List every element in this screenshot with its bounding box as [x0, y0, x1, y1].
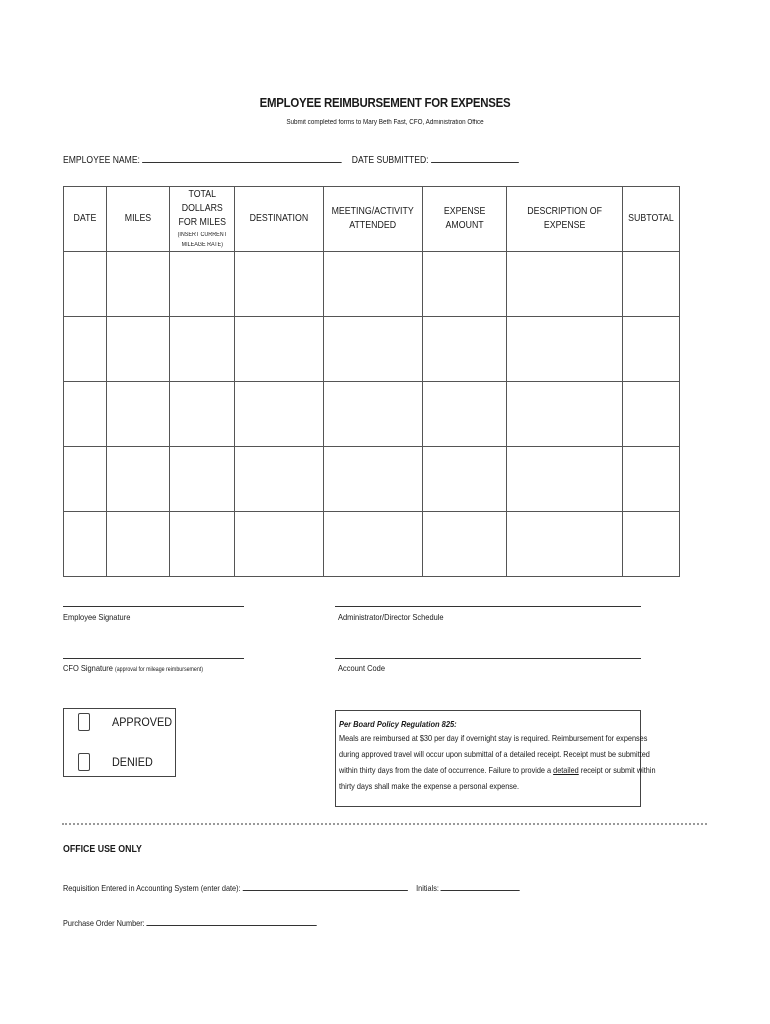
table-cell[interactable]	[506, 512, 622, 577]
table-cell[interactable]	[106, 317, 169, 382]
table-header-row	[64, 187, 680, 252]
denied-checkbox[interactable]	[78, 753, 90, 771]
table-cell[interactable]	[169, 317, 235, 382]
approved-label: APPROVED	[112, 715, 173, 729]
col-header-description: DESCRIPTION OF EXPENSE	[506, 187, 622, 252]
initials-field[interactable]	[441, 883, 520, 891]
table-cell[interactable]	[422, 512, 506, 577]
table-cell[interactable]	[235, 252, 324, 317]
col-header-total-dollars: TOTAL DOLLARS FOR MILES (INSERT CURRENT MILEAGE RATE)	[169, 187, 235, 252]
policy-line: Meals are reimbursed at $30 per day if overnight stay is required. Reimbursement for expenses	[339, 733, 648, 743]
form-subtitle: Submit completed forms to Mary Beth Fast, CFO, Administration Office	[286, 119, 484, 126]
table-cell[interactable]	[506, 447, 622, 512]
table-cell[interactable]	[64, 382, 107, 447]
table-cell[interactable]	[235, 447, 324, 512]
table-cell[interactable]	[324, 512, 422, 577]
expense-table	[63, 186, 680, 577]
requisition-label: Requisition Entered in Accounting System (enter date):	[63, 883, 241, 893]
table-row	[64, 252, 680, 317]
initials-label: Initials:	[416, 883, 439, 893]
col-header-date: DATE	[64, 187, 107, 252]
table-cell[interactable]	[169, 382, 235, 447]
policy-underlined-word: detailed	[553, 765, 579, 775]
po-number-field[interactable]	[147, 918, 317, 926]
table-cell[interactable]	[623, 512, 680, 577]
account-code-line[interactable]	[335, 658, 641, 659]
col-header-expense-amount: EXPENSE AMOUNT	[422, 187, 506, 252]
table-cell[interactable]	[506, 252, 622, 317]
table-cell[interactable]	[235, 382, 324, 447]
col-header-subtotal: SUBTOTAL	[623, 187, 680, 252]
table-cell[interactable]	[169, 252, 235, 317]
policy-line: thirty days shall make the expense a personal expense.	[339, 781, 520, 791]
policy-text	[339, 730, 656, 794]
table-cell[interactable]	[64, 512, 107, 577]
table-cell[interactable]	[235, 317, 324, 382]
table-cell[interactable]	[64, 317, 107, 382]
employee-info-line	[63, 154, 519, 166]
table-cell[interactable]	[324, 447, 422, 512]
table-cell[interactable]	[623, 447, 680, 512]
cfo-signature-line[interactable]	[63, 658, 244, 659]
table-cell[interactable]	[623, 252, 680, 317]
employee-signature-line[interactable]	[63, 606, 244, 607]
table-cell[interactable]	[623, 317, 680, 382]
office-use-heading: OFFICE USE ONLY	[63, 844, 142, 855]
requisition-line	[63, 883, 520, 893]
table-cell[interactable]	[235, 512, 324, 577]
table-cell[interactable]	[422, 317, 506, 382]
col-header-miles: MILES	[106, 187, 169, 252]
po-label: Purchase Order Number:	[63, 918, 145, 928]
requisition-date-field[interactable]	[243, 883, 408, 891]
po-line	[63, 918, 317, 928]
table-cell[interactable]	[422, 382, 506, 447]
table-cell[interactable]	[169, 447, 235, 512]
policy-line: during approved travel will occur upon submittal of a detailed receipt. Receipt must be submitted	[339, 749, 650, 759]
account-code-label: Account Code	[338, 663, 385, 673]
table-cell[interactable]	[106, 512, 169, 577]
approval-box	[63, 708, 176, 777]
table-row	[64, 317, 680, 382]
admin-schedule-label: Administrator/Director Schedule	[338, 612, 444, 622]
table-cell[interactable]	[422, 252, 506, 317]
denied-option	[78, 753, 157, 771]
table-cell[interactable]	[324, 382, 422, 447]
cfo-signature-note: (approval for mileage reimbursement)	[114, 667, 204, 673]
col-header-destination: DESTINATION	[235, 187, 324, 252]
section-divider	[62, 823, 707, 825]
admin-schedule-line[interactable]	[335, 606, 641, 607]
table-cell[interactable]	[506, 317, 622, 382]
approved-option	[78, 713, 179, 731]
denied-label: DENIED	[112, 755, 153, 769]
table-cell[interactable]	[106, 447, 169, 512]
table-row	[64, 382, 680, 447]
col-header-meeting: MEETING/ACTIVITY ATTENDED	[324, 187, 422, 252]
table-cell[interactable]	[324, 252, 422, 317]
policy-box	[335, 710, 656, 807]
table-cell[interactable]	[422, 447, 506, 512]
cfo-signature-label	[63, 663, 203, 673]
table-row	[64, 447, 680, 512]
employee-name-field[interactable]	[142, 154, 342, 163]
policy-heading: Per Board Policy Regulation 825:	[339, 719, 457, 729]
employee-name-label: EMPLOYEE NAME:	[63, 155, 140, 166]
table-cell[interactable]	[623, 382, 680, 447]
table-cell[interactable]	[106, 252, 169, 317]
table-cell[interactable]	[506, 382, 622, 447]
employee-signature-label: Employee Signature	[63, 612, 131, 622]
cfo-signature-text: CFO Signature	[63, 663, 113, 673]
table-cell[interactable]	[169, 512, 235, 577]
date-submitted-label: DATE SUBMITTED:	[351, 155, 429, 166]
form-title: EMPLOYEE REIMBURSEMENT FOR EXPENSES	[259, 95, 511, 110]
date-submitted-field[interactable]	[431, 154, 519, 163]
table-row	[64, 512, 680, 577]
approved-checkbox[interactable]	[78, 713, 90, 731]
table-cell[interactable]	[64, 252, 107, 317]
table-cell[interactable]	[106, 382, 169, 447]
policy-line: within thirty days from the date of occurrence. Failure to provide a detailed receipt or submit within	[339, 765, 656, 775]
table-cell[interactable]	[324, 317, 422, 382]
table-cell[interactable]	[64, 447, 107, 512]
